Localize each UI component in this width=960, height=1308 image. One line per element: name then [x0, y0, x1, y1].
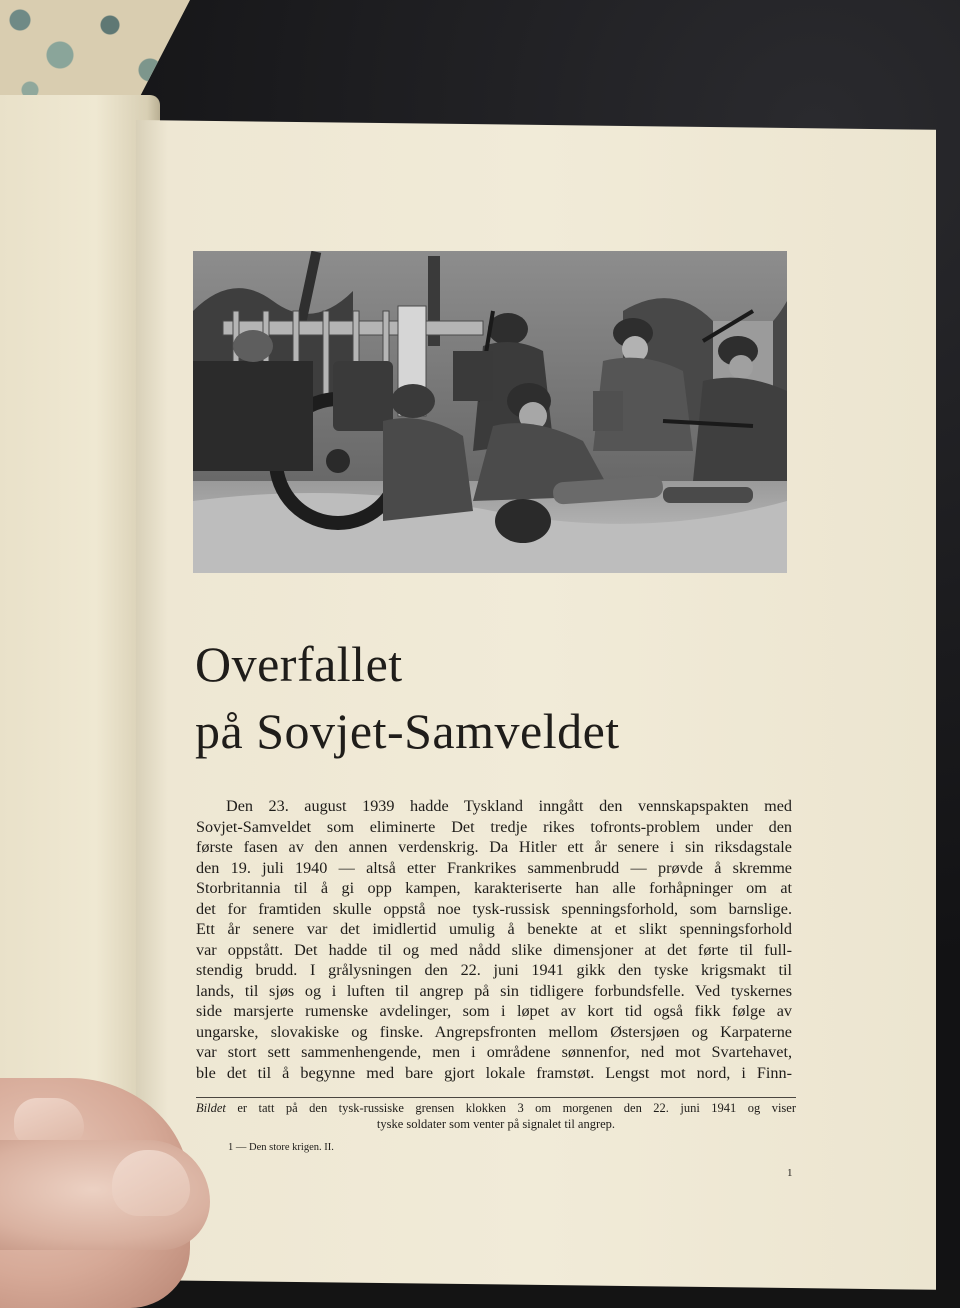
body-line: Den 23. august 1939 hadde Tyskland inngått den vennskapspakten med: [226, 797, 792, 815]
body-line: det for framtiden skulle oppstå noe tysk-russisk spenningsforhold, som barnslige.: [196, 899, 792, 918]
body-line: side marsjerte rumenske avdelinger, som i løpet av kort tid også fikk følge av: [196, 1002, 792, 1020]
photo-caption: [196, 1100, 796, 1132]
heading-line-2: på Sovjet-Samveldet: [195, 703, 620, 759]
body-line: var oppstått. Det hadde til og med nådd slike dimensjoner at det førte til full-: [196, 940, 792, 959]
body-line: stendig brudd. I grålysningen den 22. juni 1941 gikk den tyske krigsmakt til: [196, 961, 792, 979]
body-line: ungarske, slovakiske og finske. Angrepsfronten mellom Østersjøen og Karpaterne: [196, 1022, 792, 1041]
body-line: var stort sett sammenhengende, men i områdene sønnenfor, ned mot Svartehavet,: [196, 1043, 792, 1061]
signature-mark: 1 — Den store krigen. II.: [228, 1142, 334, 1153]
war-photograph: [193, 251, 787, 573]
thumb-nail: [14, 1098, 84, 1146]
page-number: 1: [787, 1167, 793, 1179]
soldiers-photo-illustration: [193, 251, 787, 573]
body-paragraph: [196, 796, 792, 1083]
heading-line-1: Overfallet: [195, 636, 403, 692]
body-line: lands, til sjøs og i luften til angrep på sin tidligere forbundsfelle. Ved tyskernes: [196, 981, 792, 1000]
caption-line-2: tyske soldater som venter på signalet til angrep.: [376, 1117, 616, 1131]
caption-lead: Bildet: [196, 1101, 226, 1115]
body-line: ble det til å begynne med bare gjort lokale framstøt. Lengst mot nord, i Finn-: [196, 1063, 792, 1082]
body-line: Storbritannia til å gi opp kampen, karakteriserte han alle forhåpninger om at: [196, 879, 792, 897]
caption-divider: [196, 1097, 796, 1098]
body-line: Ett år senere var det imidlertid umulig å benekte at et slikt spenningsforhold: [196, 920, 792, 938]
body-line: Sovjet-Samveldet som eliminerte Det tredje rikes tofronts-problem under den: [196, 817, 792, 836]
caption-line-1-text: er tatt på den tysk-russiske grensen klokken 3 om morgenen den 22. juni 1941 og viser: [225, 1101, 796, 1115]
body-line: den 19. juli 1940 — altså etter Frankrikes sammenbrudd — prøvde å skremme: [196, 858, 792, 877]
caption-line-1: [196, 1100, 796, 1116]
body-line: første fasen av den annen verdenskrig. Da Hitler ett år senere i sin riksdagstale: [196, 838, 792, 856]
